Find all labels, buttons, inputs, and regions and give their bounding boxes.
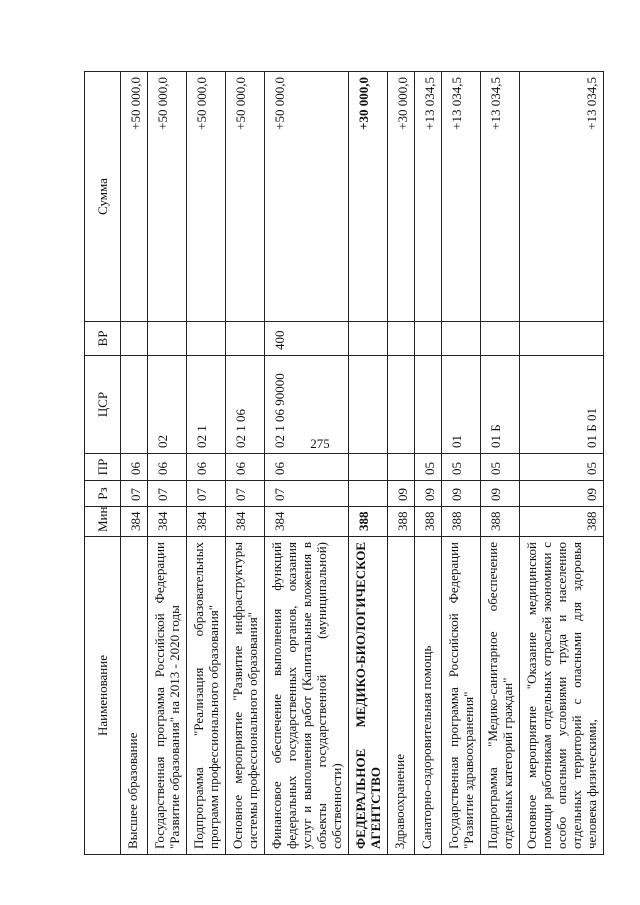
cell-min: 384: [226, 507, 265, 537]
cell-name: Основное мероприятие "Оказание медицинской помощи работникам отдельных отраслей экономики с особо опасными условиями труда и населению отдельных территорий с опасными для здоровья человека физическими,: [520, 537, 604, 855]
cell-pr: 06: [187, 454, 226, 481]
cell-pr: [349, 454, 388, 481]
cell-pr: 06: [265, 454, 349, 481]
cell-vr: [520, 322, 604, 356]
header-rz: Рз: [85, 481, 121, 507]
cell-csr: [388, 356, 415, 454]
cell-vr: [226, 322, 265, 356]
table-row: [442, 72, 481, 855]
cell-sum: +30 000,0: [349, 72, 388, 322]
cell-sum: +50 000,0: [121, 72, 148, 322]
cell-pr: 05: [520, 454, 604, 481]
cell-vr: [415, 322, 442, 356]
cell-rz: 07: [226, 481, 265, 507]
table-body: [121, 72, 604, 855]
cell-vr: [121, 322, 148, 356]
cell-vr: [148, 322, 187, 356]
cell-pr: 05: [481, 454, 520, 481]
cell-csr: 01 Б: [481, 356, 520, 454]
page-number: 275: [310, 436, 330, 451]
cell-rz: 09: [388, 481, 415, 507]
header-vr: ВР: [85, 322, 121, 356]
table-row: [187, 72, 226, 855]
header-min: Мин: [85, 507, 121, 537]
table-row: [520, 72, 604, 855]
cell-vr: [349, 322, 388, 356]
cell-csr: 01: [442, 356, 481, 454]
header-name: Наименование: [85, 537, 121, 855]
table-row: [481, 72, 520, 855]
cell-csr: 01 Б 01: [520, 356, 604, 454]
cell-sum: +13 034,5: [481, 72, 520, 322]
cell-pr: 05: [415, 454, 442, 481]
cell-name: Подпрограмма "Реализация образовательных программ профессионального образования": [187, 537, 226, 855]
cell-sum: +13 034,5: [415, 72, 442, 322]
cell-min: 388: [481, 507, 520, 537]
cell-min: 384: [148, 507, 187, 537]
table-row: [226, 72, 265, 855]
rotated-table-wrapper: [84, 72, 640, 855]
cell-csr: [121, 356, 148, 454]
budget-table: [84, 71, 604, 855]
cell-pr: 06: [121, 454, 148, 481]
cell-rz: 09: [481, 481, 520, 507]
header-sum: Сумма: [85, 72, 121, 322]
cell-min: 388: [415, 507, 442, 537]
cell-vr: [388, 322, 415, 356]
cell-name: Государственная программа Российской Федерации "Развитие образования" на 2013 - 2020 годы: [148, 537, 187, 855]
cell-min: 388: [442, 507, 481, 537]
cell-sum: +50 000,0: [148, 72, 187, 322]
cell-rz: 09: [415, 481, 442, 507]
cell-pr: 06: [148, 454, 187, 481]
cell-rz: 09: [442, 481, 481, 507]
table-row: [148, 72, 187, 855]
cell-min: 388: [349, 507, 388, 537]
cell-sum: +50 000,0: [187, 72, 226, 322]
cell-pr: [388, 454, 415, 481]
cell-rz: [349, 481, 388, 507]
cell-sum: +30 000,0: [388, 72, 415, 322]
cell-vr: 400: [265, 322, 349, 356]
cell-rz: 07: [121, 481, 148, 507]
cell-min: 384: [265, 507, 349, 537]
cell-sum: +50 000,0: [265, 72, 349, 322]
cell-name: Финансовое обеспечение выполнения функций федеральных государственных органов, оказания услуг и выполнения работ (Капитальные вложения в объекты государственной (муниципальной) собственности): [265, 537, 349, 855]
cell-csr: 02: [148, 356, 187, 454]
cell-name: Основное мероприятие "Развитие инфраструктуры системы профессионального образования": [226, 537, 265, 855]
cell-min: 388: [388, 507, 415, 537]
cell-name: Здравоохранение: [388, 537, 415, 855]
table-row: [121, 72, 148, 855]
cell-vr: [187, 322, 226, 356]
table-row: [415, 72, 442, 855]
cell-min: 384: [187, 507, 226, 537]
cell-min: 388: [520, 507, 604, 537]
cell-rz: 07: [187, 481, 226, 507]
cell-csr: [349, 356, 388, 454]
cell-pr: 05: [442, 454, 481, 481]
cell-name: Санаторно-оздоровительная помощь: [415, 537, 442, 855]
table-row: [265, 72, 349, 855]
cell-csr: 02 1 06: [226, 356, 265, 454]
cell-csr: 02 1: [187, 356, 226, 454]
cell-name: Высшее образование: [121, 537, 148, 855]
cell-csr: 02 1 06 90000: [265, 356, 349, 454]
cell-vr: [481, 322, 520, 356]
table-header-row: [85, 72, 121, 855]
cell-rz: 09: [520, 481, 604, 507]
cell-rz: 07: [148, 481, 187, 507]
header-csr: ЦСР: [85, 356, 121, 454]
cell-pr: 06: [226, 454, 265, 481]
cell-name: ФЕДЕРАЛЬНОЕ МЕДИКО-БИОЛОГИЧЕСКОЕ АГЕНТСТВО: [349, 537, 388, 855]
cell-name: Подпрограмма "Медико-санитарное обеспечение отдельных категорий граждан": [481, 537, 520, 855]
cell-vr: [442, 322, 481, 356]
cell-sum: +50 000,0: [226, 72, 265, 322]
cell-sum: +13 034,5: [520, 72, 604, 322]
cell-sum: +13 034,5: [442, 72, 481, 322]
cell-csr: [415, 356, 442, 454]
cell-min: 384: [121, 507, 148, 537]
cell-name: Государственная программа Российской Федерации "Развитие здравоохранения": [442, 537, 481, 855]
header-pr: ПР: [85, 454, 121, 481]
table-row: [349, 72, 388, 855]
table-row: [388, 72, 415, 855]
cell-rz: 07: [265, 481, 349, 507]
